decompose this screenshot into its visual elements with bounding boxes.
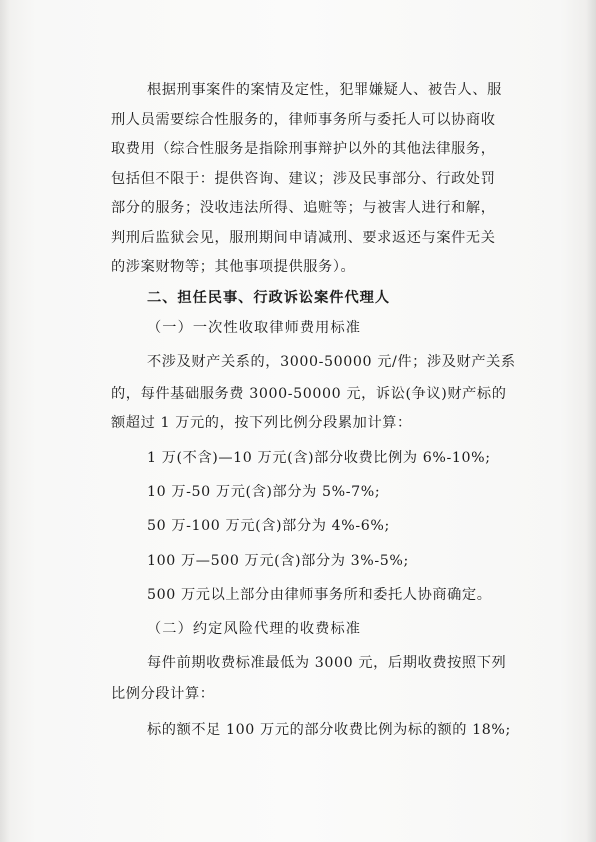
- subsection-heading: （二）约定风险代理的收费标准: [147, 621, 362, 637]
- paragraph-line: 判刑后监狱会见，服刑期间申请减刑、要求返还与案件无关: [111, 230, 496, 246]
- paragraph-line: 取费用（综合性服务是指除刑事辩护以外的其他法律服务，: [111, 141, 496, 157]
- paragraph-line: 不涉及财产关系的，3000-50000 元/件；涉及财产关系: [147, 354, 516, 370]
- paragraph-line: 比例分段计算：: [111, 686, 215, 702]
- subsection-heading: （一）一次性收取律师费用标准: [147, 320, 362, 336]
- fee-tier-line: 500 万元以上部分由律师事务所和委托人协商确定。: [147, 587, 492, 603]
- fee-tier-line: 50 万-100 万元(含)部分为 4%-6%;: [147, 518, 390, 534]
- paragraph-line: 的涉案财物等；其他事项提供服务）。: [111, 259, 356, 275]
- section-heading: 二、担任民事、行政诉讼案件代理人: [147, 290, 391, 306]
- paragraph-line: 部分的服务；没收违法所得、追赃等；与被害人进行和解，: [111, 200, 496, 216]
- scan-edge-left: [0, 0, 10, 842]
- paragraph-line: 包括但不限于：提供咨询、建议；涉及民事部分、行政处罚: [111, 171, 496, 187]
- paragraph-line: 每件前期收费标准最低为 3000 元，后期收费按照下列: [147, 655, 507, 671]
- fee-tier-line: 10 万-50 万元(含)部分为 5%-7%;: [147, 484, 381, 500]
- paragraph-line: 的，每件基础服务费 3000-50000 元，诉讼(争议)财产标的: [111, 386, 507, 402]
- paragraph-line: 标的额不足 100 万元的部分收费比例为标的额的 18%;: [147, 722, 511, 738]
- fee-tier-line: 100 万—500 万元(含)部分为 3%-5%;: [147, 553, 409, 569]
- paragraph-line: 刑人员需要综合性服务的，律师事务所与委托人可以协商收: [111, 112, 496, 128]
- paragraph-line: 根据刑事案件的案情及定性，犯罪嫌疑人、被告人、服: [147, 82, 502, 98]
- scan-edge-right: [586, 0, 596, 842]
- paragraph-line: 额超过 1 万元的，按下列比例分段累加计算：: [111, 415, 412, 431]
- fee-tier-line: 1 万(不含)—10 万元(含)部分收费比例为 6%-10%;: [147, 450, 491, 466]
